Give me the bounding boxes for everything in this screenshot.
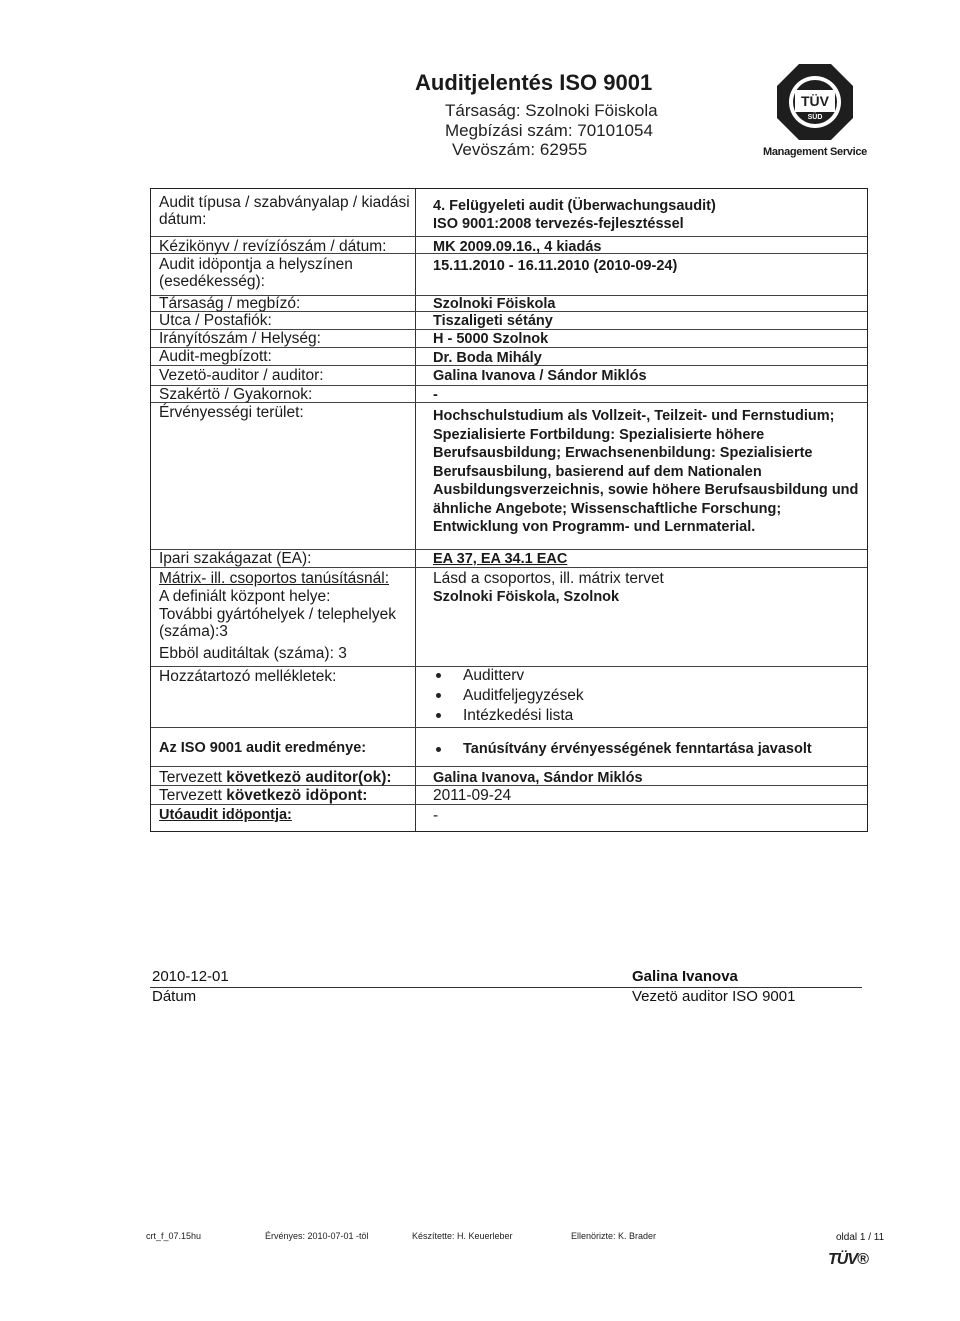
attachment-item: Intézkedési lista <box>433 706 863 726</box>
label-company: Társaság / megbízó: <box>159 295 301 312</box>
logo-caption: Management Service <box>762 146 868 158</box>
footer-checked-by: Ellenörizte: K. Brader <box>571 1231 657 1241</box>
label-matrix: Mátrix- ill. csoportos tanúsításnál: <box>159 570 390 587</box>
label-followup-date: Utóaudit idöpontja: <box>159 807 292 823</box>
label-attachments: Hozzátartozó mellékletek: <box>159 668 337 685</box>
label-audit-type: Audit típusa / szabványalap / kiadási dátum: <box>159 194 410 228</box>
row-divider <box>151 766 867 767</box>
value-street: Tiszaligeti sétány <box>433 313 553 329</box>
svg-text:TÜV: TÜV <box>801 93 829 109</box>
row-divider <box>151 236 867 237</box>
svg-text:SÜD: SÜD <box>807 114 823 121</box>
label-next-date: Tervezett következö idöpont: <box>159 787 368 804</box>
footer-doc-code: crt_f_07.15hu <box>146 1231 202 1241</box>
label-further-sites: További gyártóhelyek / telephelyek (száma):3 <box>159 606 396 640</box>
label-audited-sites: Ebböl auditáltak (száma): 3 <box>159 645 347 662</box>
report-title: Auditjelentés ISO 9001 <box>415 70 653 95</box>
attachments-list <box>433 666 863 726</box>
attachment-item: Auditfeljegyzések <box>433 686 863 706</box>
value-next-date: 2011-09-24 <box>433 787 512 804</box>
value-audit-result <box>433 740 863 758</box>
label-audit-contact: Audit-megbízott: <box>159 348 272 365</box>
value-lead-auditor: Galina Ivanova / Sándor Miklós <box>433 368 647 384</box>
label-next-auditor: Tervezett következö auditor(ok): <box>159 769 392 786</box>
attachment-item: Auditterv <box>433 666 863 686</box>
footer-prepared-by: Készítette: H. Keuerleber <box>412 1231 513 1241</box>
signature-name: Galina Ivanova <box>632 968 738 985</box>
value-ea-code: EA 37, EA 34.1 EAC <box>433 551 568 567</box>
label-scope: Érvényességi terület: <box>159 404 304 421</box>
value-scope: Hochschulstudium als Vollzeit-, Teilzeit- und Fernstudium; Spezialisierte Fortbildung: Spezialisierte höhere Berufsausbildung; Erwachsenenbildung: Spezialisierte Berufsausbilung, basierend auf dem Nationalen Ausbildungsverzeichnis, sowie höhere Berufsausbildung und ähnliche Angebote; Wissenschaftliche Forschung; Entwicklung von Programm- und Lernmaterial. <box>433 408 859 535</box>
footer-valid-from: Érvényes: 2010-07-01 -töl <box>265 1231 369 1241</box>
value-zip-city: H - 5000 Szolnok <box>433 331 549 347</box>
footer-page-number: oldal 1 / 11 <box>836 1232 885 1243</box>
label-ea-code: Ipari szakágazat (EA): <box>159 550 312 567</box>
value-audit-contact: Dr. Boda Mihály <box>433 350 542 366</box>
audit-info-table <box>150 188 868 832</box>
signature-role: Vezetö auditor ISO 9001 <box>632 988 796 1005</box>
label-expert: Szakértö / Gyakornok: <box>159 386 313 403</box>
label-audit-date: Audit idöpontja a helyszínen (esedékesség): <box>159 256 353 290</box>
row-divider <box>151 727 867 728</box>
label-lead-auditor: Vezetö-auditor / auditor: <box>159 367 324 384</box>
label-audit-result: Az ISO 9001 audit eredménye: <box>159 740 367 756</box>
value-matrix: Lásd a csoportos, ill. mátrix tervet <box>433 570 664 587</box>
value-audit-date: 15.11.2010 - 16.11.2010 (2010-09-24) <box>433 258 678 274</box>
value-expert: - <box>433 387 438 403</box>
customer-number-line: Vevöszám: 62955 <box>452 140 588 159</box>
value-central-site: Szolnoki Föiskola, Szolnok <box>433 589 620 605</box>
signature-date-label: Dátum <box>152 988 197 1005</box>
company-line: Társaság: Szolnoki Föiskola <box>445 101 658 120</box>
value-next-auditor: Galina Ivanova, Sándor Miklós <box>433 770 643 786</box>
tuv-octagon-icon <box>775 62 855 142</box>
value-followup-date: - <box>433 807 439 824</box>
value-manual: MK 2009.09.16., 4 kiadás <box>433 239 602 255</box>
order-number-line: Megbízási szám: 70101054 <box>445 121 653 140</box>
label-zip-city: Irányítószám / Helység: <box>159 330 321 347</box>
column-divider <box>415 189 416 831</box>
label-central-site: A definiált központ helye: <box>159 588 331 605</box>
signature-date: 2010-12-01 <box>152 968 229 985</box>
value-audit-type: 4. Felügyeleti audit (Überwachungsaudit) ISO 9001:2008 tervezés-fejlesztéssel <box>433 198 716 232</box>
value-company: Szolnoki Föiskola <box>433 296 556 312</box>
label-manual: Kézikönyv / revízíószám / dátum: <box>159 238 387 255</box>
footer-tuv-logo: TÜV® <box>828 1251 868 1268</box>
tuv-logo <box>760 62 870 162</box>
audit-result-text: Tanúsítvány érvényességének fenntartása javasolt <box>433 740 863 758</box>
label-street: Utca / Postafiók: <box>159 312 272 329</box>
